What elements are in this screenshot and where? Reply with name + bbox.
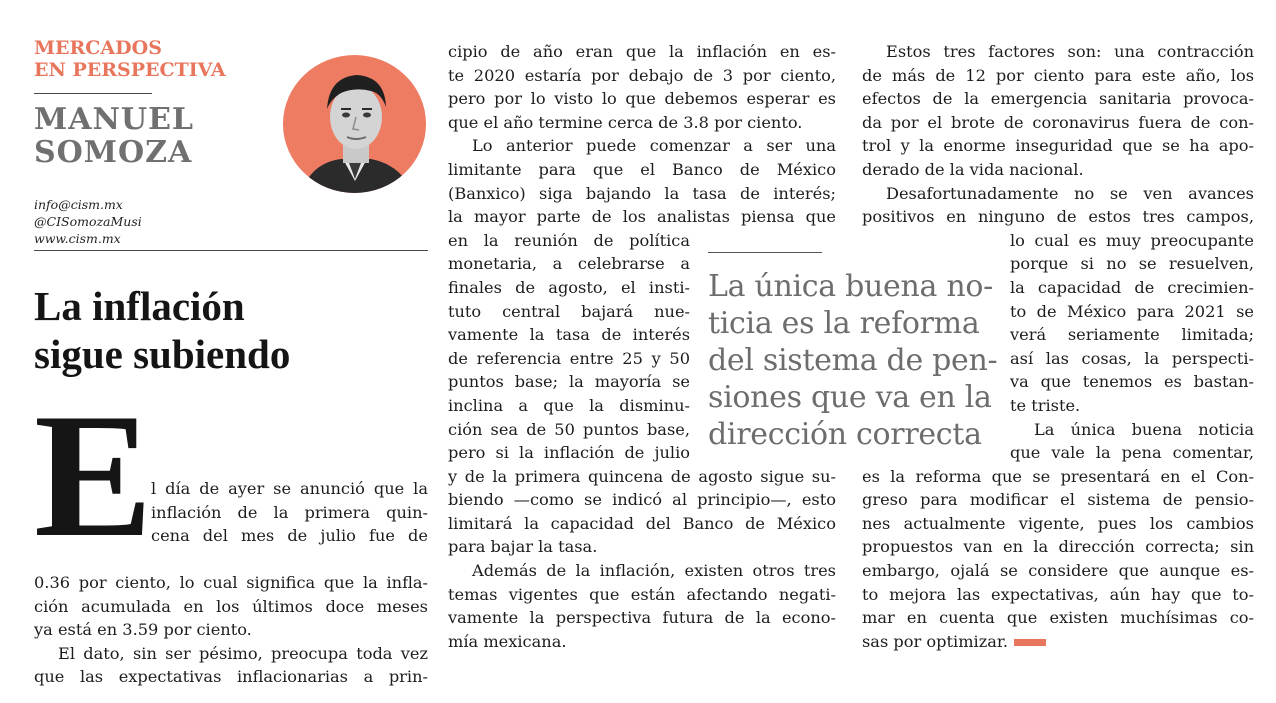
text-line: ya está en 3.59 por ciento.	[34, 620, 252, 640]
drop-cap: E	[34, 376, 153, 574]
text-line: te 2020 estaría por debajo de 3 por ciento,	[448, 65, 836, 85]
article-headline	[34, 282, 434, 378]
section-divider	[34, 93, 152, 94]
author-portrait	[283, 55, 426, 193]
text-line: vamente la tasa de interés	[448, 325, 690, 345]
text-line: propuestos van en la dirección correcta; sin	[862, 537, 1254, 557]
text-line: inclina a que la disminu-	[448, 395, 690, 415]
text-line: de referencia entre 25 y 50	[448, 348, 690, 368]
author-name	[34, 103, 194, 169]
text-line: te triste.	[1010, 395, 1081, 415]
text-line: Desafortunadamente no se ven avances	[886, 183, 1254, 203]
text-line: derado de la vida nacional.	[862, 159, 1084, 179]
text-line: da por el brote de coronavirus fuera de con-	[862, 112, 1254, 132]
text-line: inflación de la primera quin-	[151, 502, 428, 522]
text-line: (Banxico) siga bajando la tasa de interés;	[448, 183, 836, 203]
text-line: pero por lo visto lo que debemos esperar es	[448, 89, 836, 109]
body-column-1-top	[151, 477, 428, 548]
text-line: ción acumulada en los últimos doce meses	[34, 596, 428, 616]
text-line: cipio de año eran que la inflación en es-	[448, 42, 836, 61]
section-line: MERCADOS	[34, 37, 162, 59]
text-line: verá seriamente limitada;	[1010, 325, 1254, 345]
final-text: sas por optimizar.	[862, 631, 1009, 651]
contact-email: info@cism.mx	[34, 197, 123, 212]
text-line: la capacidad de crecimien-	[1010, 277, 1254, 297]
end-of-article-mark	[1014, 639, 1046, 646]
text-line: para bajar la tasa.	[448, 537, 598, 557]
column-section-title	[34, 37, 234, 81]
text-line: to de México para 2021 se	[1010, 301, 1254, 321]
text-line: embargo, ojalá se considere que aunque es-	[862, 561, 1254, 581]
text-line: de más de 12 por ciento para este año, los	[862, 65, 1254, 85]
text-line: temas vigentes que están afectando negati-	[448, 584, 836, 604]
text-line: va que tenemos es bastan-	[1010, 372, 1254, 392]
text-line: que vale la pena comentar,	[1010, 443, 1254, 463]
text-line: monetaria, a celebrarse a	[448, 254, 690, 274]
headline-line: sigue subiendo	[34, 331, 291, 377]
text-line: en la reunión de política	[448, 230, 690, 250]
text-line: lo cual es muy preocupante	[1010, 230, 1254, 250]
text-line: que el año termine cerca de 3.8 por ciento.	[448, 112, 803, 132]
text-line: que las expectativas inflacionarias a prin-	[34, 667, 428, 687]
text-line: vamente la perspectiva futura de la econo-	[448, 608, 836, 628]
text-line: ción sea de 50 puntos base,	[448, 419, 690, 439]
pullquote-line: La única buena no-	[708, 269, 993, 304]
author-last-name: SOMOZA	[34, 135, 193, 170]
text-line: Lo anterior puede comenzar a ser una	[472, 136, 836, 156]
text-line: es la reforma que se presentará en el Con-	[862, 466, 1254, 486]
text-line: biendo —como se indicó al principio—, esto	[448, 490, 836, 510]
text-line: pero si la inflación de julio	[448, 443, 690, 463]
author-first-name: MANUEL	[34, 102, 195, 137]
pullquote-line: del sistema de pen-	[708, 343, 998, 378]
text-line: positivos en ninguno de estos tres campos,	[862, 207, 1254, 227]
text-line: to mejora las expectativas, aún hay que to-	[862, 584, 1254, 604]
body-column-3	[862, 40, 1254, 653]
text-line: y de la primera quincena de agosto sigue su-	[448, 466, 836, 486]
text-line: la mayor parte de los analistas piensa que	[448, 207, 836, 227]
text-line: trol y la enorme inseguridad que se ha apo-	[862, 136, 1254, 156]
text-line: Estos tres factores son: una contracción	[886, 42, 1254, 61]
text-line: mar en cuenta que existen muchísimas co-	[862, 608, 1254, 628]
header-divider	[34, 250, 428, 251]
text-line: limitará la capacidad del Banco de México	[448, 513, 836, 533]
headline-line: La inflación	[34, 283, 245, 329]
text-line: El dato, sin ser pésimo, preocupa toda vez	[58, 643, 428, 663]
text-line: 0.36 por ciento, lo cual significa que la infla-	[34, 573, 428, 592]
text-line: finales de agosto, el insti-	[448, 277, 690, 297]
text-line: Además de la inflación, existen otros tres	[472, 561, 836, 581]
text-line: porque si no se resuelven,	[1010, 254, 1254, 274]
section-line: EN PERSPECTIVA	[34, 59, 226, 81]
author-contacts	[34, 196, 142, 247]
text-line: limitante para que el Banco de México	[448, 159, 836, 179]
text-line: así las cosas, la perspecti-	[1010, 348, 1254, 368]
text-line: efectos de la emergencia sanitaria provoca-	[862, 89, 1254, 109]
text-line: cena del mes de julio fue de	[151, 526, 428, 546]
text-line: greso para modificar el sistema de pensio-	[862, 490, 1254, 510]
text-line: nes actualmente vigente, pues los cambios	[862, 513, 1254, 533]
pullquote-line: ticia es la reforma	[708, 306, 980, 341]
text-line: puntos base; la mayoría se	[448, 372, 690, 392]
contact-website: www.cism.mx	[34, 231, 121, 246]
body-column-1	[34, 571, 428, 689]
pullquote-line: siones que va en la	[708, 380, 992, 415]
text-line: La única buena noticia	[1034, 419, 1254, 439]
text-line: tuto central bajará nue-	[448, 301, 690, 321]
pullquote-line: dirección correcta	[708, 417, 982, 452]
text-line: l día de ayer se anunció que la	[151, 479, 428, 498]
text-line-final	[862, 630, 1254, 654]
contact-handle: @CISomozaMusi	[34, 214, 142, 229]
pullquote-rule	[708, 252, 822, 253]
text-line: mía mexicana.	[448, 631, 567, 651]
